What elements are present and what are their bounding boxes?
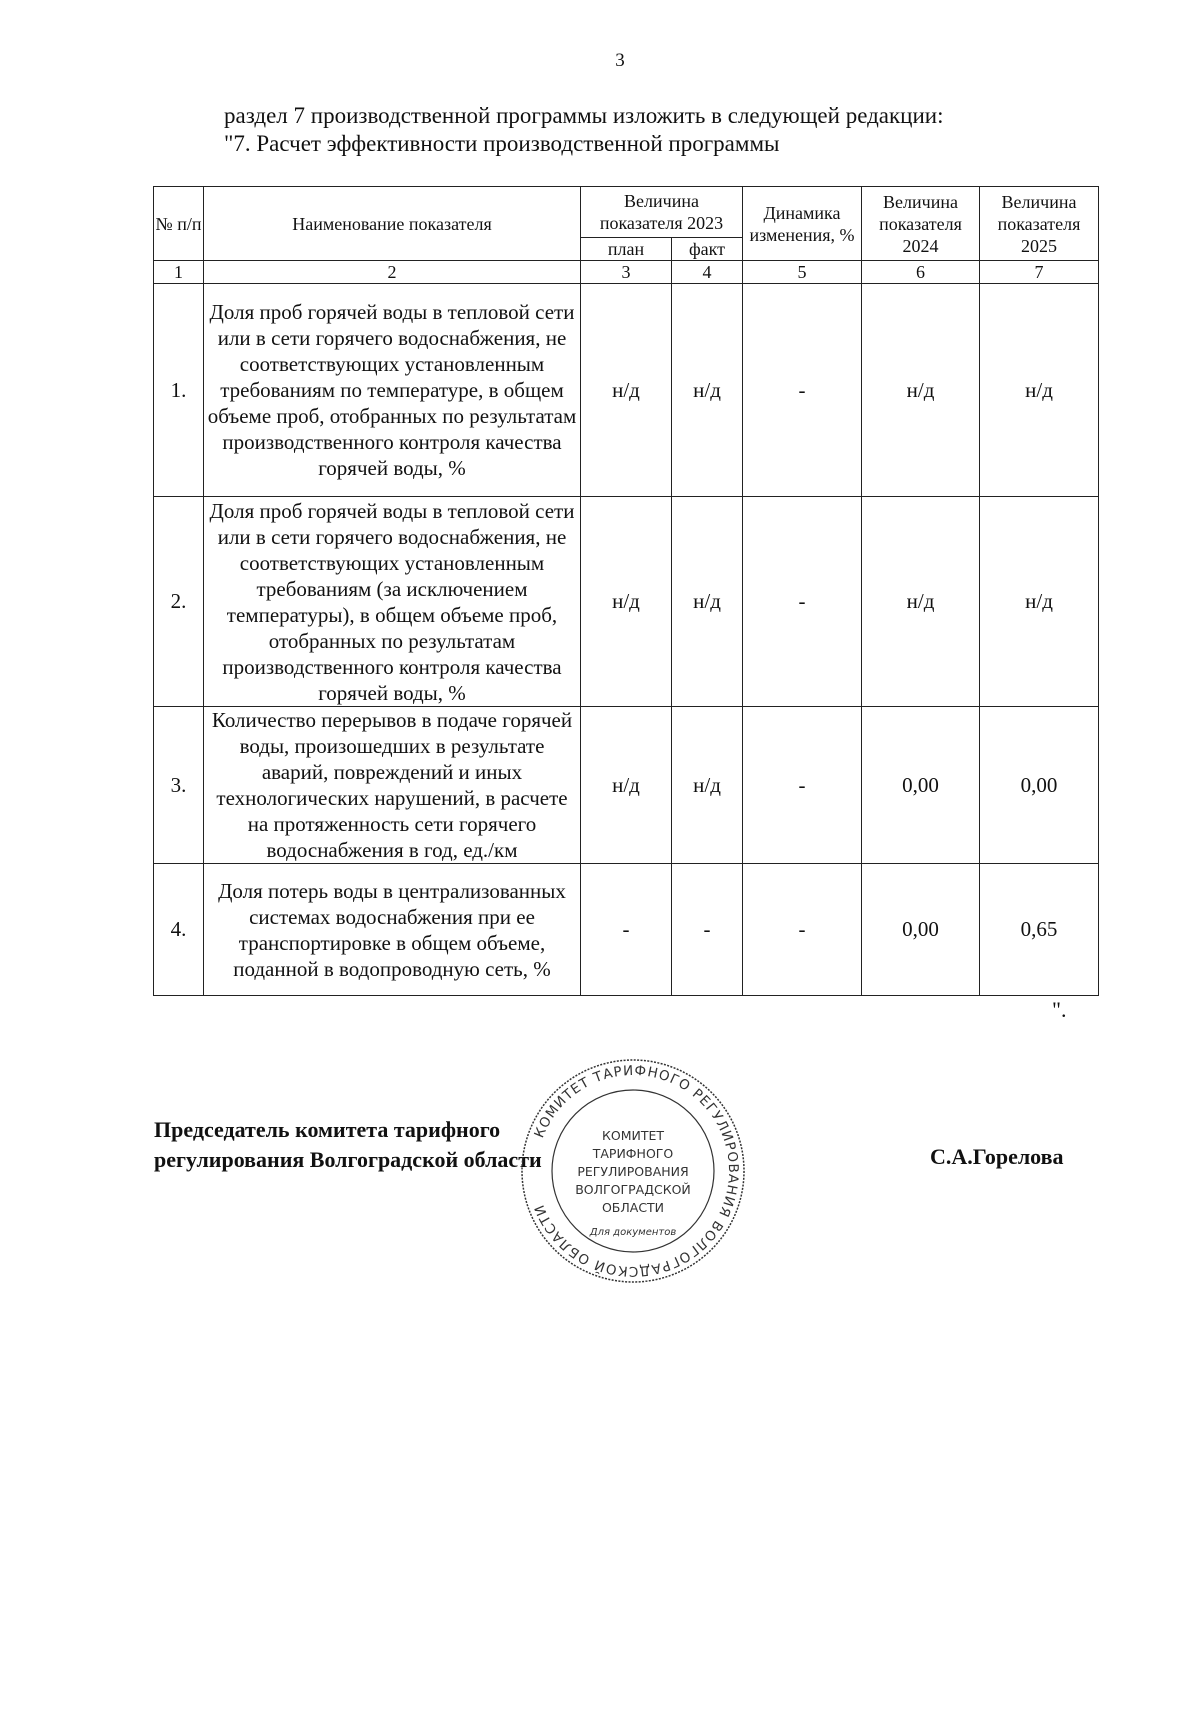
official-seal: [515, 1057, 751, 1285]
header-fact: факт: [672, 238, 743, 261]
dynamics-value: -: [743, 707, 862, 864]
signer-name: С.А.Горелова: [930, 1144, 1064, 1169]
dynamics-value: -: [743, 284, 862, 497]
seal-inner-line: РЕГУЛИРОВАНИЯ: [577, 1164, 689, 1179]
column-number: 4: [672, 261, 743, 284]
dynamics-value: -: [743, 864, 862, 996]
intro-text: [224, 102, 944, 158]
column-number: 7: [980, 261, 1099, 284]
closing-quote: ".: [1052, 997, 1067, 1022]
page-number: 3: [615, 50, 625, 71]
value-2024: 0,00: [862, 707, 980, 864]
signer-title-line-2: регулирования Волгоградской области: [154, 1147, 542, 1172]
intro-line-2: "7. Расчет эффективности производственной программы: [224, 131, 780, 156]
seal-inner-line: ТАРИФНОГО: [592, 1146, 674, 1161]
header-dynamics: Динамика изменения, %: [743, 187, 862, 261]
column-numbers-row: [154, 261, 1099, 284]
signature-block: [154, 1115, 542, 1175]
header-plan: план: [581, 238, 672, 261]
value-2024: н/д: [862, 497, 980, 707]
seal-inner-line: ВОЛГОГРАДСКОЙ: [575, 1182, 691, 1197]
indicator-name: Доля потерь воды в централизованных системах водоснабжения при ее транспортировке в общем объеме, поданной в водопроводную сеть, %: [204, 864, 581, 996]
row-number: 3.: [154, 707, 204, 864]
value-2025: 0,65: [980, 864, 1099, 996]
indicator-name: Доля проб горячей воды в тепловой сети или в сети горячего водоснабжения, не соответствующих установленным требованиям по температуре, в общем объеме проб, отобранных по результатам производственного контроля качества горячей воды, %: [204, 284, 581, 497]
column-number: 3: [581, 261, 672, 284]
table-row: [154, 284, 1099, 497]
value-2025: н/д: [980, 497, 1099, 707]
row-number: 2.: [154, 497, 204, 707]
plan-value: н/д: [581, 497, 672, 707]
seal-bottom-text: Для документов: [589, 1227, 677, 1238]
column-number: 6: [862, 261, 980, 284]
table-row: [154, 707, 1099, 864]
fact-value: -: [672, 864, 743, 996]
column-number: 2: [204, 261, 581, 284]
value-2025: 0,00: [980, 707, 1099, 864]
row-number: 4.: [154, 864, 204, 996]
table-row: [154, 864, 1099, 996]
signer-title-line-1: Председатель комитета тарифного: [154, 1117, 501, 1142]
plan-value: н/д: [581, 707, 672, 864]
seal-outer-text: КОМИТЕТ ТАРИФНОГО РЕГУЛИРОВАНИЯ ВОЛГОГРАДСКОЙ ОБЛАСТИ: [531, 1062, 742, 1280]
table-header-row: [154, 187, 1099, 238]
dynamics-value: -: [743, 497, 862, 707]
seal-inner-line: КОМИТЕТ: [601, 1128, 665, 1143]
indicator-name: Доля проб горячей воды в тепловой сети или в сети горячего водоснабжения, не соответствующих установленным требованиям (за исключением температуры), в общем объеме проб, отобранных по результатам производственного контроля качества горячей воды, %: [204, 497, 581, 707]
indicators-table: [153, 186, 1099, 996]
header-value-2025: Величина показателя 2025: [980, 187, 1099, 261]
seal-inner-line: ОБЛАСТИ: [601, 1200, 665, 1215]
fact-value: н/д: [672, 284, 743, 497]
row-number: 1.: [154, 284, 204, 497]
fact-value: н/д: [672, 707, 743, 864]
table-row: [154, 497, 1099, 707]
plan-value: -: [581, 864, 672, 996]
plan-value: н/д: [581, 284, 672, 497]
header-value-2023: Величина показателя 2023: [581, 187, 743, 238]
value-2025: н/д: [980, 284, 1099, 497]
fact-value: н/д: [672, 497, 743, 707]
header-name: Наименование показателя: [204, 187, 581, 261]
header-no: № п/п: [154, 187, 204, 261]
header-value-2024: Величина показателя 2024: [862, 187, 980, 261]
indicator-name: Количество перерывов в подаче горячей воды, произошедших в результате аварий, повреждений и иных технологических нарушений, в расчете на протяженность сети горячего водоснабжения в год, ед./км: [204, 707, 581, 864]
value-2024: н/д: [862, 284, 980, 497]
intro-line-1: раздел 7 производственной программы изложить в следующей редакции:: [224, 103, 944, 128]
value-2024: 0,00: [862, 864, 980, 996]
column-number: 5: [743, 261, 862, 284]
column-number: 1: [154, 261, 204, 284]
